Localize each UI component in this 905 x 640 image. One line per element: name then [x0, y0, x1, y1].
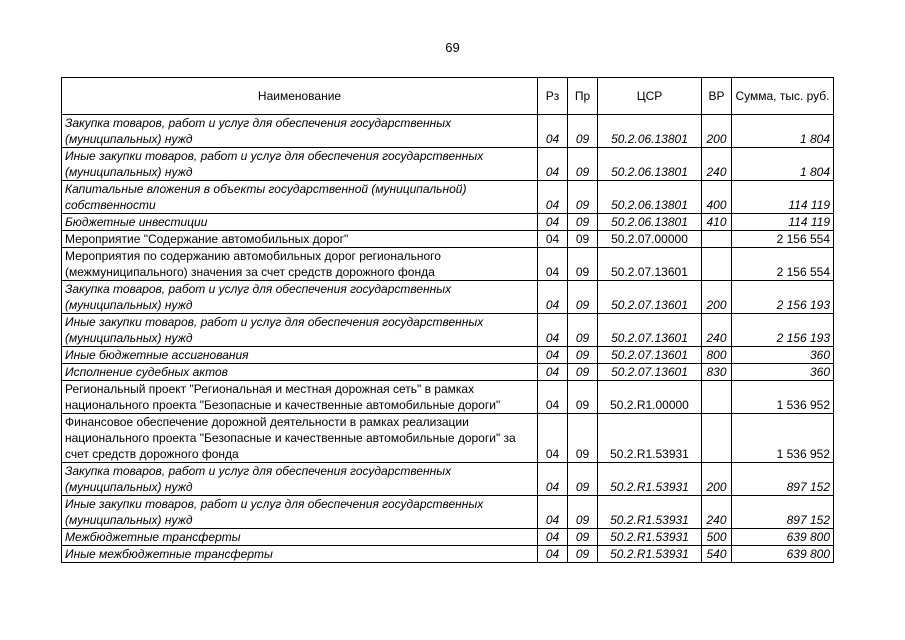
cell-rz: 04 — [538, 231, 568, 248]
cell-rz: 04 — [538, 248, 568, 281]
cell-rz: 04 — [538, 347, 568, 364]
table-row — [62, 546, 834, 563]
cell-pr: 09 — [568, 248, 598, 281]
cell-sum: 897 152 — [732, 496, 834, 529]
table-row — [62, 231, 834, 248]
cell-rz: 04 — [538, 414, 568, 463]
cell-name: Закупка товаров, работ и услуг для обеспечения государственных (муниципальных) нужд — [62, 115, 538, 148]
cell-vr: 540 — [702, 546, 732, 563]
cell-rz: 04 — [538, 281, 568, 314]
table-row — [62, 115, 834, 148]
cell-csr: 50.2.07.13601 — [598, 364, 702, 381]
cell-vr: 200 — [702, 463, 732, 496]
cell-name: Капитальные вложения в объекты государственной (муниципальной) собственности — [62, 181, 538, 214]
cell-rz: 04 — [538, 463, 568, 496]
cell-sum: 114 119 — [732, 181, 834, 214]
cell-pr: 09 — [568, 381, 598, 414]
cell-csr: 50.2.R1.53931 — [598, 546, 702, 563]
cell-name: Закупка товаров, работ и услуг для обеспечения государственных (муниципальных) нужд — [62, 281, 538, 314]
cell-pr: 09 — [568, 414, 598, 463]
cell-vr — [702, 414, 732, 463]
cell-pr: 09 — [568, 463, 598, 496]
table-row — [62, 148, 834, 181]
cell-name: Иные закупки товаров, работ и услуг для обеспечения государственных (муниципальных) нужд — [62, 148, 538, 181]
cell-csr: 50.2.07.13601 — [598, 248, 702, 281]
cell-sum: 897 152 — [732, 463, 834, 496]
cell-csr: 50.2.06.13801 — [598, 181, 702, 214]
table-row — [62, 281, 834, 314]
cell-name: Иные закупки товаров, работ и услуг для обеспечения государственных (муниципальных) нужд — [62, 314, 538, 347]
table-row — [62, 381, 834, 414]
cell-sum: 1 536 952 — [732, 381, 834, 414]
cell-pr: 09 — [568, 347, 598, 364]
cell-pr: 09 — [568, 148, 598, 181]
cell-name: Иные закупки товаров, работ и услуг для обеспечения государственных (муниципальных) нужд — [62, 496, 538, 529]
table-row — [62, 414, 834, 463]
cell-vr — [702, 231, 732, 248]
header-name: Наименование — [62, 78, 538, 115]
cell-pr: 09 — [568, 496, 598, 529]
table-body — [62, 115, 834, 563]
budget-table — [61, 77, 834, 563]
cell-sum: 639 800 — [732, 546, 834, 563]
cell-csr: 50.2.R1.53931 — [598, 414, 702, 463]
header-vr: ВР — [702, 78, 732, 115]
cell-pr: 09 — [568, 115, 598, 148]
cell-name: Мероприятия по содержанию автомобильных дорог регионального (межмуниципального) значения за счет средств дорожного фонда — [62, 248, 538, 281]
cell-vr: 240 — [702, 148, 732, 181]
cell-name: Исполнение судебных актов — [62, 364, 538, 381]
cell-pr: 09 — [568, 546, 598, 563]
cell-pr: 09 — [568, 364, 598, 381]
cell-name: Иные межбюджетные трансферты — [62, 546, 538, 563]
cell-vr: 240 — [702, 496, 732, 529]
cell-vr: 400 — [702, 181, 732, 214]
table-row — [62, 181, 834, 214]
cell-vr: 200 — [702, 115, 732, 148]
header-sum: Сумма, тыс. руб. — [732, 78, 834, 115]
cell-vr: 410 — [702, 214, 732, 231]
cell-name: Финансовое обеспечение дорожной деятельности в рамках реализации национального проекта "Безопасные и качественные автомобильные дороги" за счет средств дорожного фонда — [62, 414, 538, 463]
cell-csr: 50.2.06.13801 — [598, 214, 702, 231]
table-header-row — [62, 78, 834, 115]
cell-rz: 04 — [538, 381, 568, 414]
cell-pr: 09 — [568, 214, 598, 231]
cell-csr: 50.2.07.13601 — [598, 314, 702, 347]
cell-vr: 800 — [702, 347, 732, 364]
cell-pr: 09 — [568, 181, 598, 214]
cell-vr — [702, 248, 732, 281]
table-row — [62, 529, 834, 546]
cell-rz: 04 — [538, 148, 568, 181]
header-csr: ЦСР — [598, 78, 702, 115]
cell-sum: 2 156 554 — [732, 231, 834, 248]
cell-sum: 114 119 — [732, 214, 834, 231]
cell-sum: 2 156 554 — [732, 248, 834, 281]
cell-pr: 09 — [568, 314, 598, 347]
cell-pr: 09 — [568, 529, 598, 546]
cell-name: Межбюджетные трансферты — [62, 529, 538, 546]
cell-vr: 200 — [702, 281, 732, 314]
cell-name: Мероприятие "Содержание автомобильных дорог" — [62, 231, 538, 248]
cell-vr: 500 — [702, 529, 732, 546]
table-row — [62, 496, 834, 529]
header-pr: Пр — [568, 78, 598, 115]
cell-vr — [702, 381, 732, 414]
cell-sum: 639 800 — [732, 529, 834, 546]
cell-vr: 830 — [702, 364, 732, 381]
cell-csr: 50.2.R1.00000 — [598, 381, 702, 414]
cell-sum: 360 — [732, 347, 834, 364]
cell-csr: 50.2.06.13801 — [598, 115, 702, 148]
cell-name: Иные бюджетные ассигнования — [62, 347, 538, 364]
cell-csr: 50.2.07.13601 — [598, 347, 702, 364]
page-number: 69 — [445, 40, 460, 55]
table-row — [62, 214, 834, 231]
table-row — [62, 347, 834, 364]
table-row — [62, 248, 834, 281]
header-rz: Рз — [538, 78, 568, 115]
cell-name: Региональный проект "Региональная и местная дорожная сеть" в рамках национального проекта "Безопасные и качественные автомобильные дороги" — [62, 381, 538, 414]
table-row — [62, 364, 834, 381]
cell-rz: 04 — [538, 546, 568, 563]
cell-csr: 50.2.06.13801 — [598, 148, 702, 181]
cell-rz: 04 — [538, 529, 568, 546]
cell-csr: 50.2.07.13601 — [598, 281, 702, 314]
cell-pr: 09 — [568, 281, 598, 314]
cell-csr: 50.2.R1.53931 — [598, 529, 702, 546]
cell-rz: 04 — [538, 496, 568, 529]
cell-csr: 50.2.R1.53931 — [598, 463, 702, 496]
cell-csr: 50.2.R1.53931 — [598, 496, 702, 529]
cell-sum: 1 804 — [732, 115, 834, 148]
cell-pr: 09 — [568, 231, 598, 248]
cell-vr: 240 — [702, 314, 732, 347]
cell-rz: 04 — [538, 181, 568, 214]
cell-sum: 1 804 — [732, 148, 834, 181]
table-row — [62, 463, 834, 496]
cell-sum: 360 — [732, 364, 834, 381]
cell-rz: 04 — [538, 314, 568, 347]
cell-sum: 1 536 952 — [732, 414, 834, 463]
cell-name: Бюджетные инвестиции — [62, 214, 538, 231]
cell-csr: 50.2.07.00000 — [598, 231, 702, 248]
cell-rz: 04 — [538, 364, 568, 381]
table-row — [62, 314, 834, 347]
cell-sum: 2 156 193 — [732, 281, 834, 314]
cell-name: Закупка товаров, работ и услуг для обеспечения государственных (муниципальных) нужд — [62, 463, 538, 496]
cell-rz: 04 — [538, 115, 568, 148]
cell-sum: 2 156 193 — [732, 314, 834, 347]
cell-rz: 04 — [538, 214, 568, 231]
